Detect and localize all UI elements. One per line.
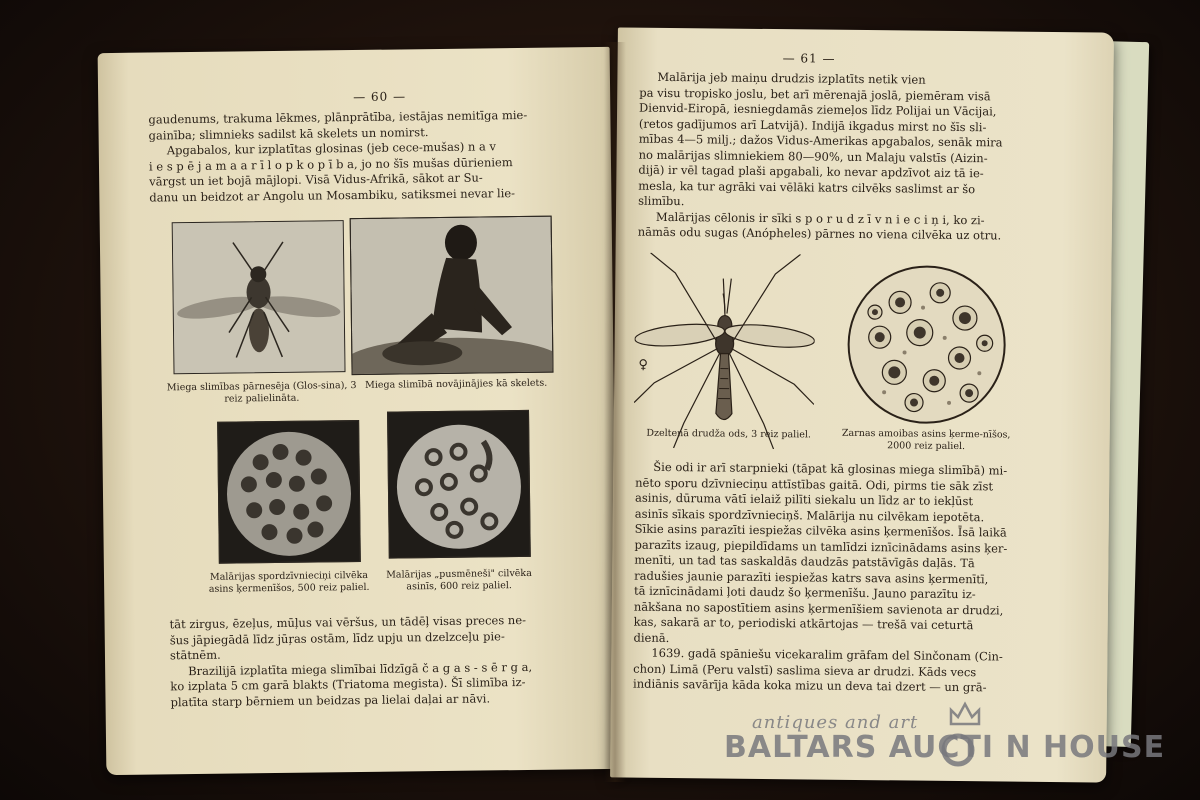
page-number-60: — 60 — [353, 89, 407, 105]
text-line: ko izplata 5 cm garā blakts (Triatoma megista). Šī slimība iz- [170, 674, 526, 694]
left-top-text [148, 107, 569, 205]
text-line: šus jāpiegādā līdz jūŗas ostām, līdz upju un dzelzceļu pie- [169, 628, 505, 647]
text-line: Dienvid-Eiropā, iesniegdamās ziemeļos līdz Polijai un Vācijai, [639, 100, 997, 119]
figure2-caption: Miega slimībā novājinājies kā skelets. [365, 377, 548, 391]
text-line: Brazilijā izplatīta miega slimībai līdzīgā č a g a s - s ē r g a, [188, 659, 533, 678]
text-line: Malārijas cēlonis ir sīki s p o r u d z ī v n i e c i ņ i, ko zi- [655, 209, 985, 227]
patient-drawing [351, 217, 553, 374]
text-line: dijā) ir vēl tagad plaši apgabali, ko nevar apdzīvot aiz tā ie- [638, 162, 984, 181]
text-line: tā iznīcinādami ļoti daudz šo ķermenīšu. Jauno parazītu iz- [633, 583, 976, 602]
blood-cells-drawing [218, 421, 360, 563]
left-bottom-text [170, 612, 581, 710]
figure3-caption: Malārijas spordzīvnieciņi cilvēka asins ķermenīšos, 500 reiz paliel. [208, 569, 370, 595]
text-line: parazīts izaug, piepildīdams un tamlīdzi iznīcinādams asins ķer- [634, 537, 1008, 556]
watermark-brand: BALTARS AUCTI N HOUSE [724, 730, 1166, 765]
text-line: vārgst un iet bojā mājlopi. Visā Vidus-Afrikā, sākot ar Su- [149, 170, 483, 189]
text-line: gaudenums, trakuma lēkmes, plānprātība, iestājas nemitīga mie- [148, 107, 528, 127]
text-line: Šie odi ir arī starpnieki (tāpat kā glosinas miega slimībā) mi- [653, 459, 1008, 478]
figure5-caption: Dzeltenā drudža ods, 3 reiz paliel. [646, 427, 812, 441]
right-bottom-text [633, 460, 1035, 697]
text-line: kas, sakarā ar to, periodiski atkārtojas — trešā vai ceturtā [633, 614, 974, 633]
text-line: Malārija jeb maiņu drudzis izplatīts netik vien [657, 69, 926, 87]
figure4-caption: Malārijas „pusmēneši" cilvēka asinīs, 600 reiz paliel. [386, 567, 532, 593]
text-line: menīti, un tad tas saskaldās daudzās patstāvīgās daļās. Tā [634, 552, 975, 571]
figure1-caption: Miega slimības pārnesēja (Glos-sina), 3 reiz palielināta. [166, 380, 357, 405]
text-line: mesla, ka tur agrāki vai vēlāki katrs cilvēks saslimst ar šo [638, 178, 976, 196]
text-line: chon) Limā (Peru valstī) saslima sieva ar drudzi. Kāds vecs [633, 661, 977, 679]
text-line: Sīkie asins parazīti iespiežas cilvēka asins ķermenīšos. Īsā laikā [634, 521, 1007, 540]
text-line: slimību. [638, 193, 685, 209]
tsetse-fly-drawing [173, 221, 345, 373]
text-line: tāt zirgus, ēzeļus, mūļus vai vēršus, un tādēļ visas preces ne- [169, 612, 527, 632]
text-line: no malārijas slimniekiem 80—90%, un Malaju valstīs (Aizin- [638, 147, 988, 165]
text-line: indiānis savārīja kāda koka mizu un deva tai dzert — un grā- [632, 676, 987, 695]
text-line: platīta starp bērniem un beidzas pa lielai daļai ar nāvi. [170, 690, 491, 709]
watermark-ring-icon [940, 732, 976, 768]
text-line: nāmās odu sugas (Anópheles) pārnes no viena cilvēka uz otru. [637, 224, 1002, 243]
text-line: pa visu tropisko joslu, bet arī mērenajā joslā, piemēram visā [639, 85, 991, 103]
text-line: asinis, dūruma vātī ielaiž pilīti siekalu un līdz ar to iekļūst [634, 490, 974, 509]
right-top-text [638, 70, 1040, 245]
text-line: i e s p ē j a m a a r ī l o p k o p ī b a, jo no šīs mušas dūrieniem [148, 154, 513, 174]
text-line: radušies jaunie parazīti iespiežas katrs sava asins ķermenītī, [634, 568, 989, 586]
text-line: stātnēm. [169, 647, 221, 663]
text-line: asinīs sīkais spordzīvnieciņš. Malārija nu cilvēkam iepotēta. [634, 506, 985, 524]
text-line: dienā. [633, 630, 670, 645]
text-line: nākšana no sapostītiem asins ķermenīšiem savienota ar drudzi, [633, 599, 1004, 617]
text-line: gainība; slimnieks sadilst kā skelets un nomirst. [148, 124, 429, 143]
mosquito-illustration [634, 253, 816, 450]
right-page [610, 27, 1114, 782]
page-number-61: — 61 — [782, 51, 836, 66]
amoeba-blood-cells-illustration [844, 262, 1011, 429]
female-symbol: ♀ [638, 357, 648, 373]
text-line: nēto sporu dzīvnieciņu attīstības gaitā. Odi, pirms tie sāk zīst [635, 475, 994, 493]
text-line: 1639. gadā spāniešu vicekaralim grāfam del Sinčonam (Cin- [651, 645, 1003, 664]
malaria-crescents-photo [387, 410, 531, 559]
malaria-blood-cells-photo [217, 420, 361, 564]
figure6-caption: Zarnas amoibas asins ķerme-nīšos, 2000 reiz paliel. [841, 427, 1011, 453]
left-page [98, 47, 619, 775]
text-line: mības 4—5 milj.; dažos Vidus-Amerikas apgabalos, senāk mira [638, 131, 1003, 150]
text-line: (retos gadījumos arī Latvijā). Indijā ikgadus mirst no šīs sli- [638, 116, 987, 134]
text-line: danu un beidzot ar Angolu un Mosambiku, satiksmei nevar lie- [149, 185, 516, 205]
text-line: Apgabalos, kur izplatītas glosinas (jeb cece-mušas) n a v [166, 139, 497, 158]
sleeping-sickness-patient-photo [350, 216, 554, 375]
tsetse-fly-photo [172, 220, 346, 374]
book-gutter [604, 42, 626, 782]
watermark-tagline: antiques and art [752, 712, 919, 733]
crown-logo-icon [948, 700, 982, 728]
crescents-drawing [388, 411, 530, 558]
